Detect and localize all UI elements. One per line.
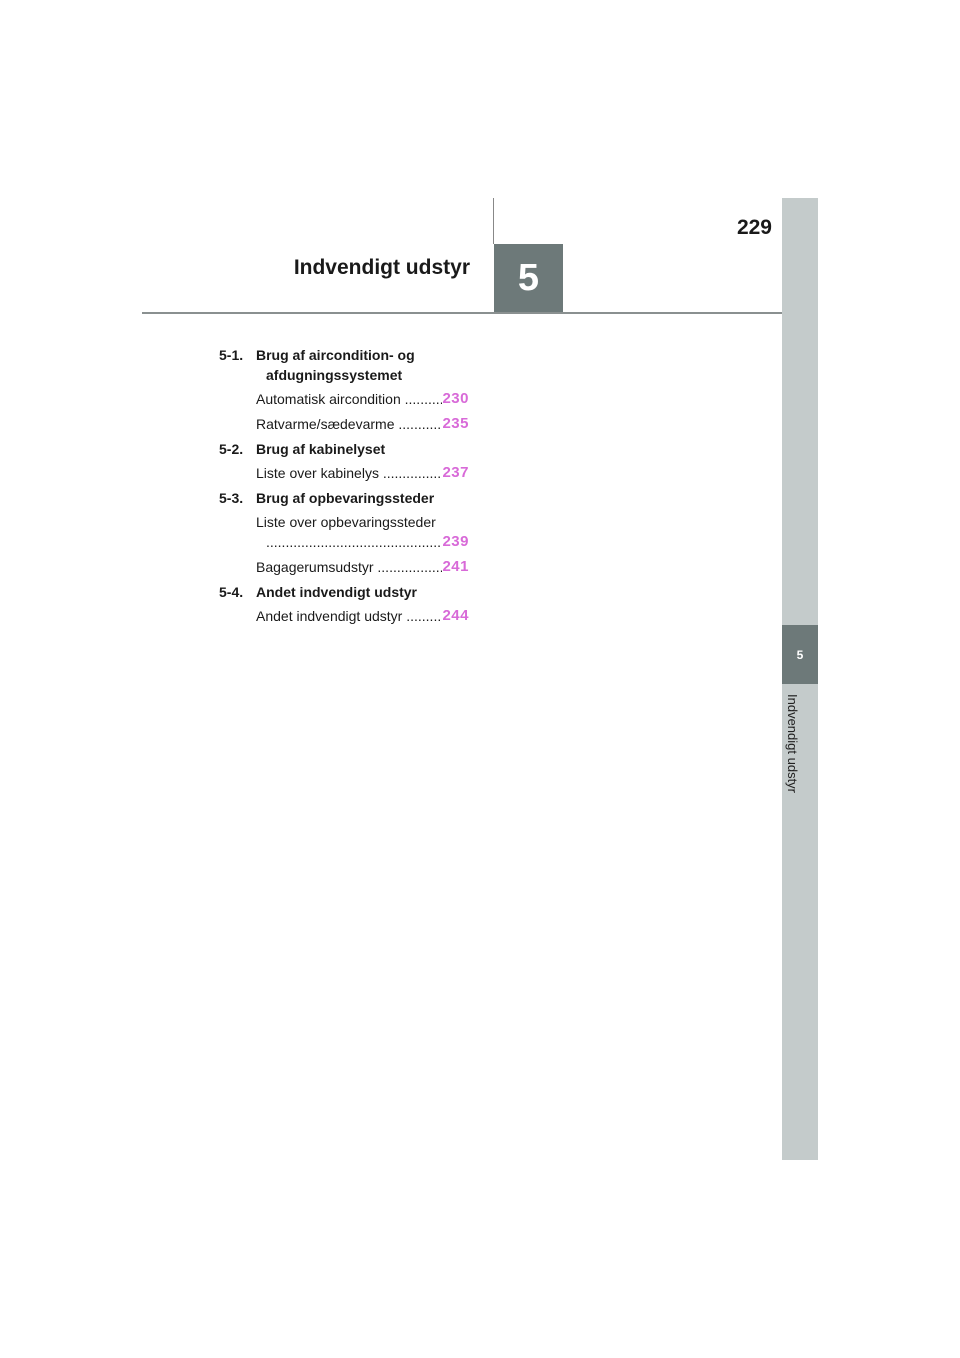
- toc-entry[interactable]: [256, 557, 469, 577]
- table-of-contents: [219, 345, 469, 631]
- side-tab-label: Indvendigt udstyr: [785, 694, 800, 794]
- entry-page-link[interactable]: 241: [442, 558, 469, 575]
- toc-entry[interactable]: [256, 389, 469, 409]
- section-number: 5-4.: [219, 584, 244, 600]
- toc-section: [219, 582, 469, 602]
- section-number: 5-1.: [219, 347, 244, 363]
- section-number: 5-3.: [219, 490, 244, 506]
- toc-section: [219, 439, 469, 459]
- chapter-title: Indvendigt udstyr: [293, 256, 470, 279]
- entry-page-link[interactable]: 239: [442, 533, 469, 550]
- toc-section: [219, 345, 469, 385]
- toc-entry[interactable]: [256, 463, 469, 483]
- section-title: Brug af aircondition- og afdugningssystemet: [256, 347, 415, 383]
- section-number: 5-2.: [219, 441, 244, 457]
- section-title: Brug af kabinelyset: [256, 441, 386, 457]
- section-title: Andet indvendigt udstyr: [256, 584, 417, 600]
- entry-title: Bagagerumsudstyr: [256, 559, 374, 575]
- header-divider-vertical: [493, 198, 494, 244]
- toc-section: [219, 488, 469, 508]
- toc-entry[interactable]: [256, 606, 469, 626]
- toc-entry[interactable]: [256, 414, 469, 434]
- section-title: Brug af opbevaringssteder: [256, 490, 435, 506]
- entry-page-link[interactable]: 237: [442, 464, 469, 481]
- entry-title: Liste over opbevaringssteder: [256, 514, 436, 530]
- page-number: 229: [736, 216, 772, 239]
- entry-title: Liste over kabinelys: [256, 465, 379, 481]
- entry-title: Andet indvendigt udstyr: [256, 608, 403, 624]
- chapter-number-box: 5: [494, 244, 563, 313]
- entry-title: Ratvarme/sædevarme: [256, 416, 395, 432]
- toc-entry[interactable]: [256, 512, 469, 552]
- side-tab-chapter-number[interactable]: 5: [782, 625, 818, 684]
- entry-title: Automatisk aircondition: [256, 391, 401, 407]
- entry-page-link[interactable]: 230: [442, 390, 469, 407]
- entry-page-link[interactable]: 244: [442, 607, 469, 624]
- entry-page-link[interactable]: 235: [442, 415, 469, 432]
- header-divider: [142, 312, 782, 314]
